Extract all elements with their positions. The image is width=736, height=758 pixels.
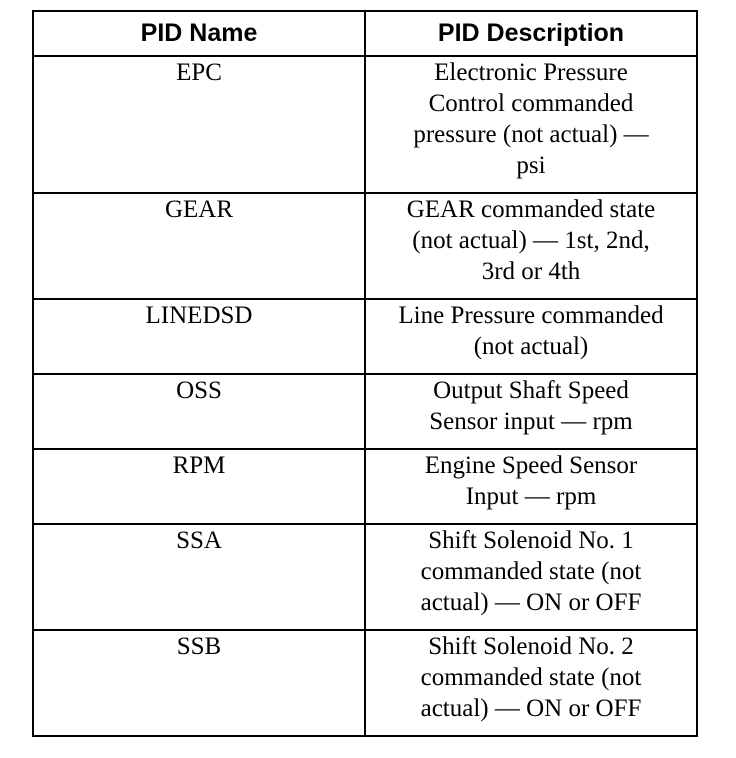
pid-name-cell: OSS: [33, 374, 365, 449]
pid-description-cell: Shift Solenoid No. 2 commanded state (not actual) — ON or OFF: [365, 630, 697, 736]
table-row: [33, 299, 697, 374]
pid-name-cell: EPC: [33, 56, 365, 193]
header-row: [33, 11, 697, 56]
pid-description-cell: Engine Speed Sensor Input — rpm: [365, 449, 697, 524]
table-row: [33, 56, 697, 193]
pid-name-cell: RPM: [33, 449, 365, 524]
pid-description-cell: Shift Solenoid No. 1 commanded state (not actual) — ON or OFF: [365, 524, 697, 630]
pid-name-cell: LINEDSD: [33, 299, 365, 374]
header-pid-name: PID Name: [33, 11, 365, 56]
table-row: [33, 524, 697, 630]
pid-description-cell: Line Pressure commanded (not actual): [365, 299, 697, 374]
table-row: [33, 374, 697, 449]
pid-name-cell: SSB: [33, 630, 365, 736]
table-row: [33, 449, 697, 524]
table-row: [33, 193, 697, 299]
table-row: [33, 630, 697, 736]
pid-name-cell: GEAR: [33, 193, 365, 299]
header-pid-description: PID Description: [365, 11, 697, 56]
pid-name-cell: SSA: [33, 524, 365, 630]
pid-description-cell: Electronic Pressure Control commanded pressure (not actual) — psi: [365, 56, 697, 193]
pid-description-cell: GEAR commanded state (not actual) — 1st, 2nd, 3rd or 4th: [365, 193, 697, 299]
pid-description-cell: Output Shaft Speed Sensor input — rpm: [365, 374, 697, 449]
pid-table: [32, 10, 698, 737]
